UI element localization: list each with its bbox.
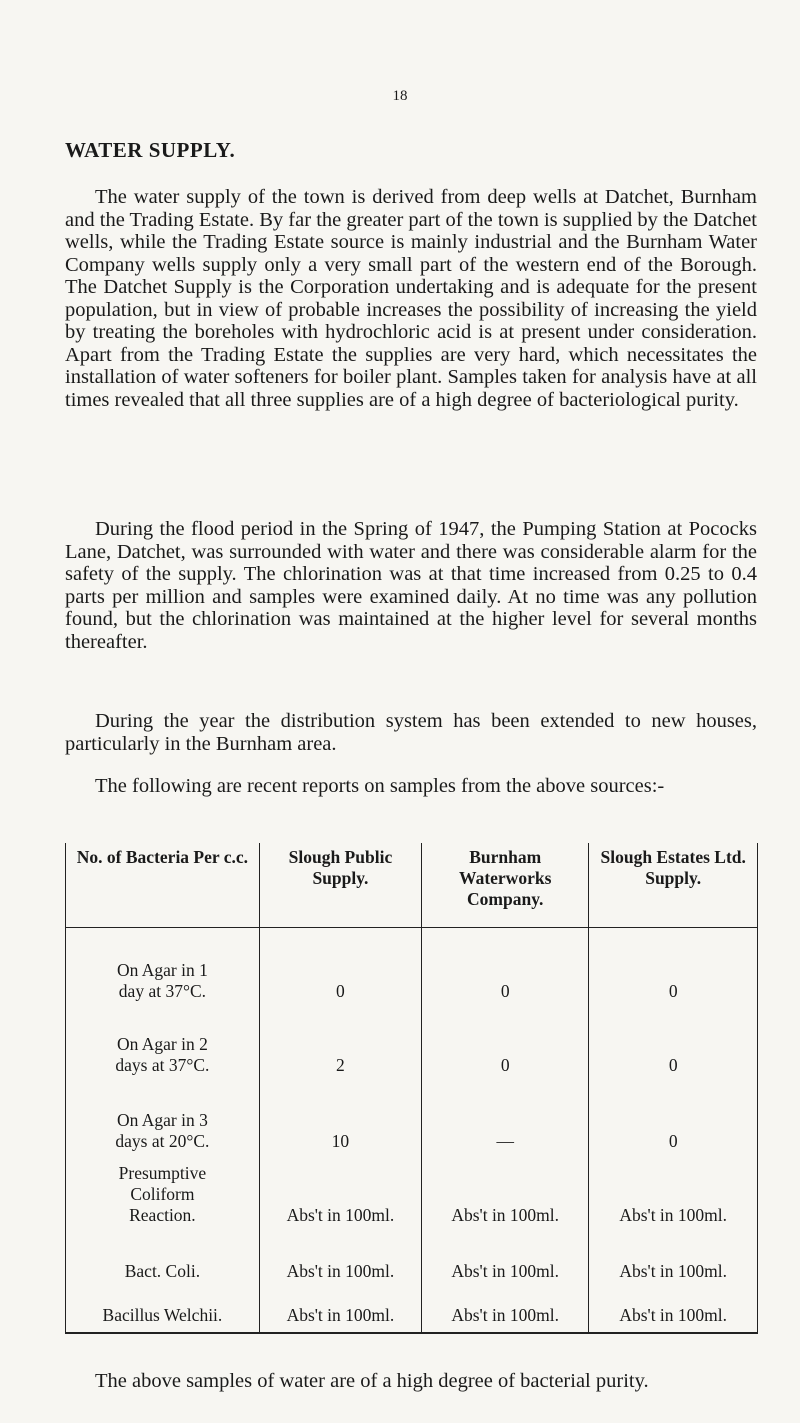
cell-slough: Abs't in 100ml.	[259, 1282, 421, 1333]
cell-slough: Abs't in 100ml.	[259, 1152, 421, 1226]
cell-estates: Abs't in 100ml.	[589, 1152, 758, 1226]
table-row	[66, 1282, 758, 1333]
cell-estates: Abs't in 100ml.	[589, 1226, 758, 1282]
row-label-line: days at 37°C.	[115, 1055, 210, 1075]
cell-slough: 2	[259, 1002, 421, 1076]
paragraph-flood-period: During the flood period in the Spring of 1947, the Pumping Station at Pococks Lane, Datchet, was surrounded with water and there was considerable alarm for the safety of the supply. The chlorination was at that time increased from 0.25 to 0.4 parts per million and samples were examined daily. At no time was any pollution found, but the chlorination was maintained at the higher level for several months thereafter.	[65, 518, 757, 653]
row-label-line: On Agar in 1	[116, 960, 208, 980]
row-label-line: Coliform	[130, 1184, 195, 1204]
cell-estates: Abs't in 100ml.	[589, 1282, 758, 1333]
row-label-line: Reaction.	[129, 1205, 196, 1225]
cell-burnham: —	[422, 1076, 589, 1152]
page-number: 18	[392, 88, 408, 104]
row-label	[66, 928, 260, 1003]
cell-slough: Abs't in 100ml.	[259, 1226, 421, 1282]
cell-estates: 0	[589, 1076, 758, 1152]
cell-estates: 0	[589, 928, 758, 1003]
row-label-line: day at 37°C.	[118, 981, 206, 1001]
paragraph-distribution: During the year the distribution system has been extended to new houses, particularly in the Burnham area.	[65, 710, 757, 755]
paragraph-conclusion: The above samples of water are of a high degree of bacterial purity.	[95, 1370, 649, 1392]
table-header-row	[66, 843, 758, 928]
cell-burnham: Abs't in 100ml.	[422, 1152, 589, 1226]
cell-burnham: Abs't in 100ml.	[422, 1282, 589, 1333]
bacteria-report-table	[65, 843, 758, 1334]
row-label-line: Presumptive	[118, 1163, 207, 1183]
row-label	[66, 1152, 260, 1226]
cell-burnham: 0	[422, 1002, 589, 1076]
cell-estates: 0	[589, 1002, 758, 1076]
table-row	[66, 928, 758, 1003]
paragraph-water-sources: The water supply of the town is derived from deep wells at Datchet, Burnham and the Trading Estate. By far the greater part of the town is supplied by the Datchet wells, while the Trading Estate source is mainly industrial and the Burnham Water Company wells supply only a very small part of the western end of the Borough. The Datchet Supply is the Corporation undertaking and is adequate for the present population, but in view of probable increases the possibility of increasing the yield by treating the boreholes with hydrochloric acid is at present under consideration. Apart from the Trading Estate the supplies are very hard, which necessitates the installation of water softeners for boiler plant. Samples taken for analysis have at all times revealed that all three supplies are of a high degree of bacteriological purity.	[65, 186, 757, 411]
section-heading: WATER SUPPLY.	[65, 138, 236, 162]
header-burnham: Burnham Waterworks Company.	[422, 843, 589, 928]
table-row	[66, 1002, 758, 1076]
cell-burnham: 0	[422, 928, 589, 1003]
row-label: Bacillus Welchii.	[66, 1282, 260, 1333]
row-label-line: On Agar in 2	[116, 1034, 208, 1054]
cell-burnham: Abs't in 100ml.	[422, 1226, 589, 1282]
table-row	[66, 1152, 758, 1226]
header-slough-public: Slough Public Supply.	[259, 843, 421, 928]
row-label-line: days at 20°C.	[115, 1131, 210, 1151]
row-label: Bact. Coli.	[66, 1226, 260, 1282]
cell-slough: 0	[259, 928, 421, 1003]
header-slough-estates: Slough Estates Ltd. Supply.	[589, 843, 758, 928]
header-bacteria: No. of Bacteria Per c.c.	[66, 843, 260, 928]
row-label-line: On Agar in 3	[116, 1110, 208, 1130]
row-label	[66, 1076, 260, 1152]
table-row	[66, 1076, 758, 1152]
paragraph-reports-intro: The following are recent reports on samples from the above sources:-	[95, 775, 665, 797]
row-label	[66, 1002, 260, 1076]
table-row	[66, 1226, 758, 1282]
cell-slough: 10	[259, 1076, 421, 1152]
